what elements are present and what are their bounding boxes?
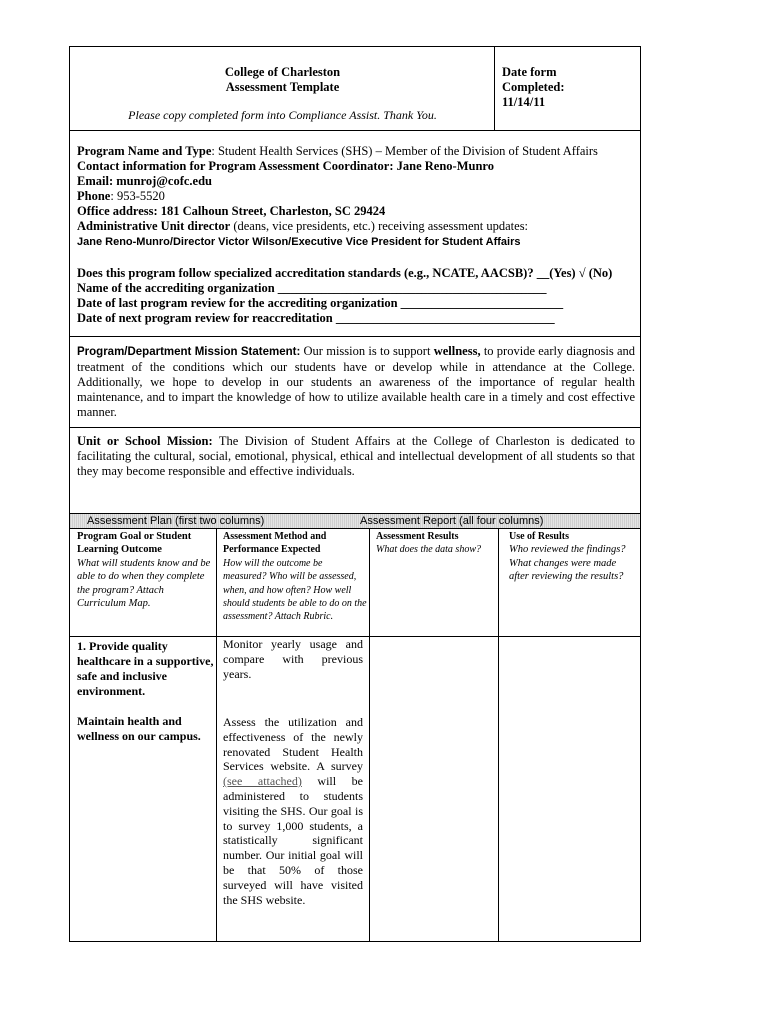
goal-2: Maintain health and wellness on our campus. (77, 714, 201, 743)
col-use-subtitle: Who reviewed the findings? What changes were made after reviewing the results? (509, 544, 626, 583)
admin-label: Administrative Unit director (77, 219, 231, 233)
see-attached-link[interactable]: (see attached) (223, 774, 302, 789)
col-goal-header (77, 530, 215, 610)
program-name-line (77, 144, 598, 159)
col-use-header (509, 530, 637, 584)
mission-label: Program/Department Mission Statement: (77, 346, 301, 358)
col-goal-subtitle: What will students know and be able to do when they complete the program? Attach Curriculum Map. (77, 557, 211, 610)
accrediting-org-name: Name of the accrediting organization ___________________________________________ (77, 281, 547, 295)
phone-value: : 953-5520 (110, 189, 165, 203)
email-line: Email: munroj@cofc.edu (77, 174, 212, 188)
date-label-1: Date form (502, 65, 557, 79)
column-divider (498, 529, 499, 941)
date-value: 11/14/11 (502, 95, 546, 109)
mission-text-2: to provide early diagnosis and treatment of the conditions which our students have or develop while in attendance at the College. Additionally, we hope to develop in our students an awareness of the importance of regular health maintenance, and to impart the knowledge of how to utilize available health care in a timely and cost effective manner. (77, 344, 635, 419)
program-name-value: : Student Health Services (SHS) – Member of the Division of Student Affairs (211, 144, 598, 158)
plan-header: Assessment Plan (first two columns) (87, 515, 265, 527)
divider (70, 427, 640, 428)
col-method-header (223, 530, 367, 624)
column-divider (369, 529, 370, 941)
divider (70, 130, 640, 131)
assessment-header-bar (70, 514, 640, 529)
phone-label: Phone (77, 189, 111, 203)
date-label-2: Completed: (502, 80, 565, 94)
admin-value: (deans, vice presidents, etc.) receiving assessment updates: (230, 219, 529, 233)
compliance-note: Please copy completed form into Compliance Assist. Thank You. (128, 108, 437, 122)
college-name: College of Charleston (224, 65, 341, 79)
header-left (70, 47, 495, 130)
template-title: Assessment Template (225, 80, 340, 94)
col-goal-title: Program Goal or Student Learning Outcome (77, 531, 192, 556)
unit-mission-text: The Division of Student Affairs at the College of Charleston is dedicated to facilitating the cultural, social, emotional, physical, ethical and intellectual development of all students so that they may become responsible and effective individuals. (77, 434, 635, 478)
phone-line (77, 189, 165, 204)
goal-1: 1. Provide quality healthcare in a supportive, safe and inclusive environment. (77, 639, 214, 698)
report-header: Assessment Report (all four columns) (360, 515, 544, 527)
col-method-subtitle: How will the outcome be measured? Who will be assessed, when, and how often? How well should students be able to do on the assessment? Attach Rubric. (223, 557, 367, 623)
unit-mission (77, 434, 635, 479)
last-review-date: Date of last program review for the accrediting organization __________________________ (77, 296, 564, 310)
mission-statement (77, 344, 635, 420)
col-results-title: Assessment Results (376, 531, 459, 542)
contact-line: Contact information for Program Assessment Coordinator: Jane Reno-Munro (77, 159, 494, 173)
mission-text-1: Our mission is to support (300, 344, 434, 358)
assessment-form (69, 46, 641, 942)
method-2-text-a: Assess the utilization and effectiveness of the newly renovated Student Health Services website. A survey (223, 715, 363, 774)
directors-line: Jane Reno-Munro/Director Victor Wilson/Executive Vice President for Student Affairs (77, 236, 521, 248)
method-2-text-b: will be administered to students visiting the SHS. Our goal is to survey 1,000 students, a statistically significant number. Our initial goal will be that 50% of those surveyed will have visited the SHS website. (223, 774, 363, 907)
admin-line (77, 219, 528, 234)
method-1: Monitor yearly usage and compare with previous years. (223, 637, 363, 681)
col-use-title: Use of Results (509, 531, 569, 542)
program-name-label: Program Name and Type (77, 144, 212, 158)
office-line: Office address: 181 Calhoun Street, Charleston, SC 29424 (77, 204, 386, 218)
col-results-header (376, 530, 498, 557)
accreditation-question: Does this program follow specialized accreditation standards (e.g., NCATE, AACSB)? __(Yes) √ (No) (77, 266, 613, 280)
method-2 (223, 715, 363, 907)
divider (70, 336, 640, 337)
date-completed (495, 47, 641, 130)
col-results-subtitle: What does the data show? (376, 544, 481, 556)
mission-bold-word: wellness, (433, 344, 481, 358)
next-review-date: Date of next program review for reaccreditation ___________________________________ (77, 311, 555, 325)
col-method-title: Assessment Method and Performance Expected (223, 531, 327, 556)
unit-mission-label: Unit or School Mission: (77, 434, 213, 448)
